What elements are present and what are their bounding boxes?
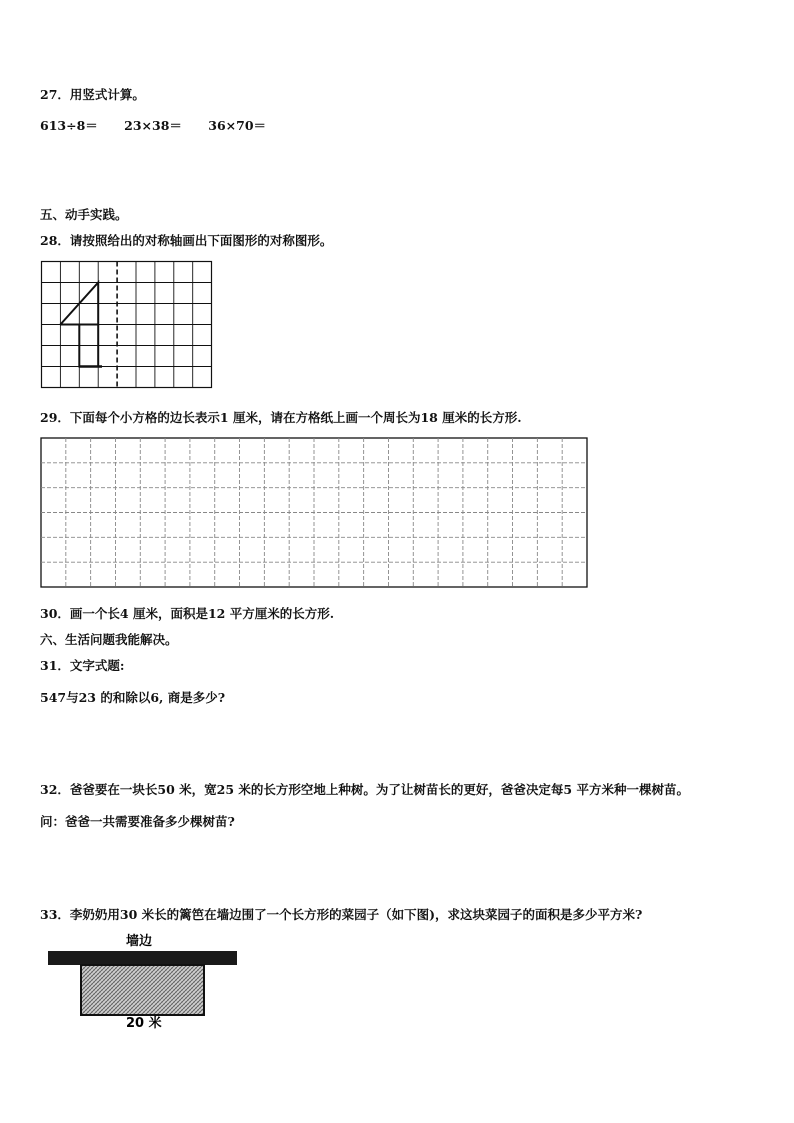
wall-bar [48, 951, 237, 965]
q27-title: 27．用竖式计算。 [40, 87, 145, 102]
garden-diagram [40, 928, 250, 1038]
section-5-heading: 五、动手实践。 [40, 207, 128, 222]
width-label: 20 米 [126, 1016, 162, 1031]
square-grid-paper [40, 437, 589, 589]
garden-rect [81, 965, 204, 1015]
q28-text: 28．请按照给出的对称轴画出下面图形的对称图形。 [40, 233, 333, 248]
symmetry-grid [40, 260, 214, 390]
q33-text: 33．李奶奶用30 米长的篱笆在墙边围了一个长方形的菜园子（如下图)，求这块菜园子的面积是多少平方米? [40, 907, 643, 922]
q31-body: 547与23 的和除以6, 商是多少? [40, 690, 226, 705]
q32-line-1: 32．爸爸要在一块长50 米，宽25 米的长方形空地上种树。为了让树苗长的更好，爸爸决定每5 平方米种一棵树苗。 [40, 782, 689, 797]
q32-line-2: 问：爸爸一共需要准备多少棵树苗? [40, 814, 235, 829]
q27-expr-1: 613÷8＝ [40, 118, 98, 133]
q27-expressions [40, 116, 288, 134]
q27-expr-3: 36×70＝ [208, 118, 267, 133]
q29-text: 29．下面每个小方格的边长表示1 厘米，请在方格纸上画一个周长为18 厘米的长方形. [40, 410, 522, 425]
q30-text: 30．画一个长4 厘米，面积是12 平方厘米的长方形. [40, 606, 335, 621]
q31-title: 31．文字式题: [40, 658, 125, 673]
q27-expr-2: 23×38＝ [124, 118, 182, 133]
section-6-heading: 六、生活问题我能解决。 [40, 632, 178, 647]
wall-label: 墙边 [126, 934, 153, 949]
